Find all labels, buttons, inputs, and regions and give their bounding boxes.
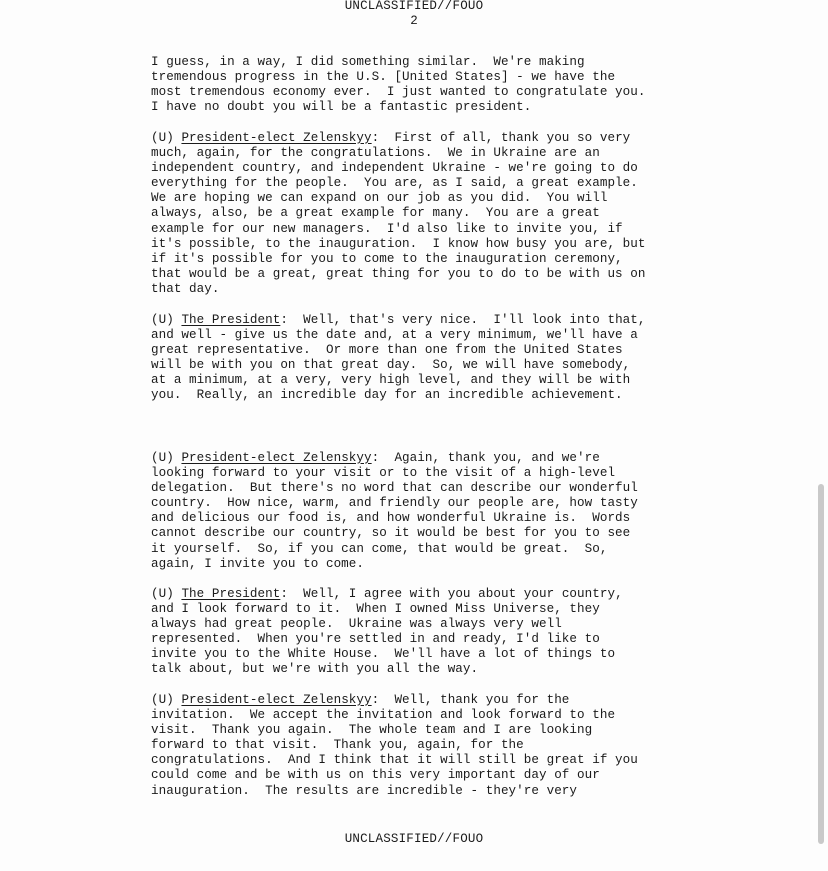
paragraph-2 <box>151 131 646 297</box>
paragraph-3 <box>151 313 646 404</box>
paragraph-text: : First of all, thank you so very much, again, for the congratulations. We in Ukraine are an independent country, and independent Ukraine - we're going to do everything for the people. You are, as I said, a great example. We are hoping we can expand on our job as you did. You will always, also, be a great example for many. You are a great example for our new managers. I'd also like to invite you, if it's possible, to the inauguration. I know how busy you are, but if it's possible for you to come to the inauguration ceremony, that would be a great, great thing for you to do to be with us on that day. <box>151 131 646 296</box>
paragraph-1 <box>151 55 646 115</box>
paragraph-text: : Well, that's very nice. I'll look into that, and well - give us the date and, at a very minimum, we'll have a great representative. Or more than one from the United States will be with you on that great day. So, we will have somebody, at a minimum, at a very, very high level, and they will be with you. Really, an incredible day for an incredible achievement. <box>151 313 646 403</box>
paragraph-text: : Again, thank you, and we're looking forward to your visit or to the visit of a high-level delegation. But there's no word that can describe our wonderful country. How nice, warm, and friendly our people are, how tasty and delicious our food is, and how wonderful Ukraine is. Words cannot describe our country, so it would be best for you to see it yourself. So, if you can come, that would be great. So, again, I invite you to come. <box>151 451 638 571</box>
classification-marker: (U) <box>151 451 182 465</box>
speaker-name: President-elect Zelenskyy <box>181 451 372 465</box>
paragraph-4 <box>151 451 638 572</box>
paragraph-text: : Well, thank you for the invitation. We accept the invitation and look forward to the visit. Thank you again. The whole team and I are looking forward to that visit. Thank you, again, for the congratulations. And I think that it will still be great if you could come and be with us on this very important day of our inauguration. The results are incredible - they're very <box>151 693 638 798</box>
speaker-name: The President <box>181 313 281 327</box>
classification-marker: (U) <box>151 131 182 145</box>
classification-footer: UNCLASSIFIED//FOUO <box>344 832 484 846</box>
paragraph-6 <box>151 693 638 799</box>
speaker-name: The President <box>181 587 281 601</box>
paragraph-text: : Well, I agree with you about your country, and I look forward to it. When I owned Miss Universe, they always had great people. Ukraine was always very well represented. When you're settled in and ready, I'd like to invite you to the White House. We'll have a lot of things to talk about, but we're with you all the way. <box>151 587 623 677</box>
speaker-name: President-elect Zelenskyy <box>181 131 372 145</box>
classification-marker: (U) <box>151 313 182 327</box>
classification-marker: (U) <box>151 693 182 707</box>
speaker-name: President-elect Zelenskyy <box>181 693 372 707</box>
paragraph-text: I guess, in a way, I did something similar. We're making tremendous progress in the U.S. [United States] - we have the most tremendous economy ever. I just wanted to congratulate you. I have no doubt you will be a fantastic president. <box>151 55 646 115</box>
scrollbar-thumb[interactable] <box>818 484 824 844</box>
page-number: 2 <box>410 14 418 28</box>
classification-marker: (U) <box>151 587 182 601</box>
paragraph-5 <box>151 587 623 678</box>
classification-header: UNCLASSIFIED//FOUO <box>344 0 484 13</box>
